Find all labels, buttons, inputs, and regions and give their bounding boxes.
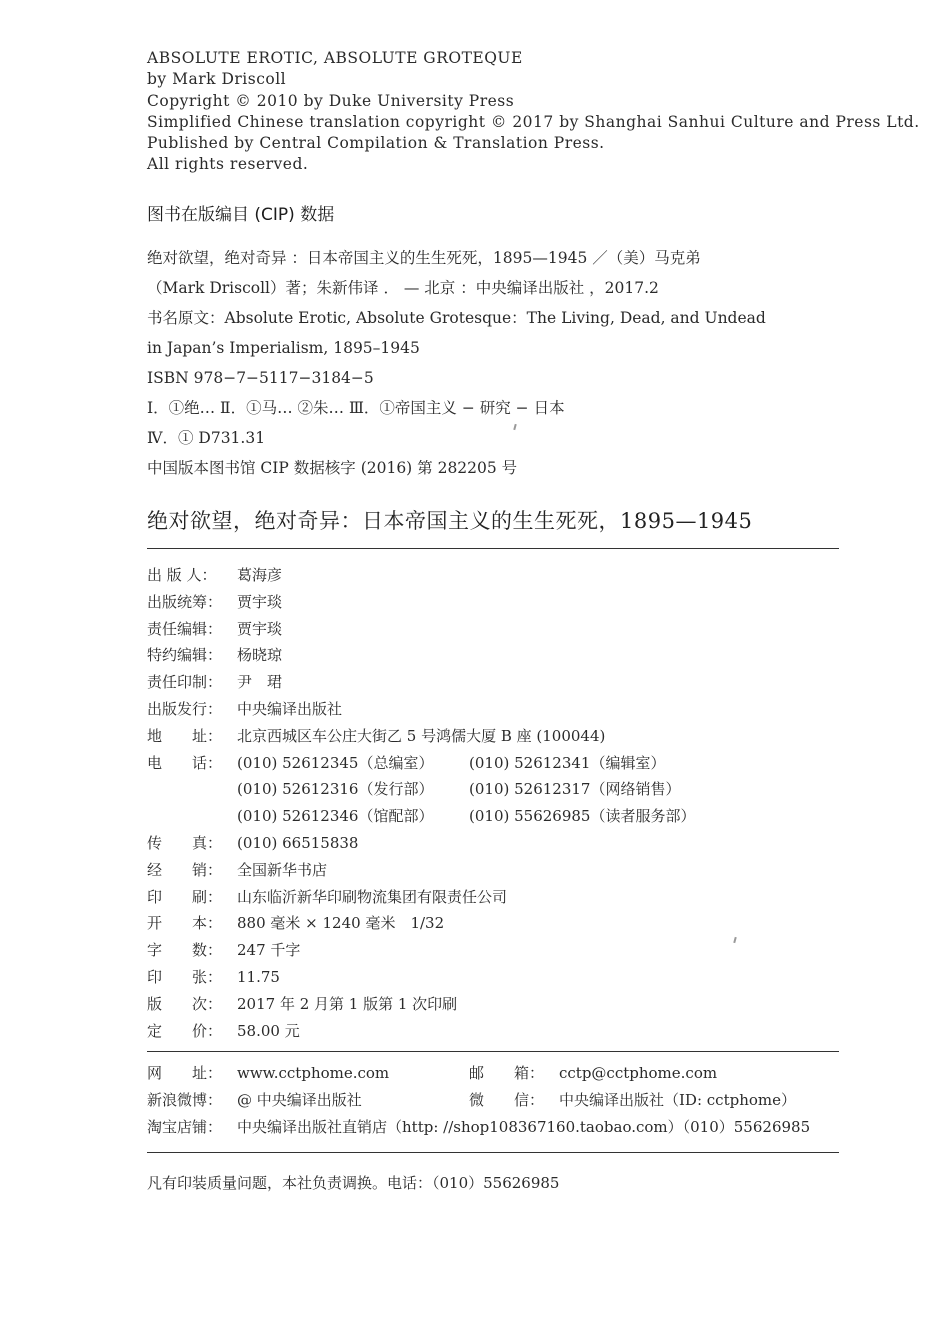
- info-label: 出 版 人：: [147, 566, 217, 584]
- contact-label: 新浪微博：: [147, 1090, 223, 1109]
- cip-block: [147, 243, 847, 483]
- info-row-sheets: [147, 964, 847, 991]
- original-author: by Mark Driscoll: [147, 70, 287, 89]
- contact-info: [147, 1060, 867, 1140]
- info-label: 特约编辑：: [147, 646, 223, 665]
- info-label: 电 话：: [147, 753, 223, 772]
- divider: [147, 548, 839, 549]
- info-value: 贾宇琰: [237, 592, 283, 611]
- divider: [147, 1152, 839, 1153]
- copyright-line: Copyright © 2010 by Duke University Press: [147, 91, 515, 110]
- info-row-coordinator: [147, 589, 847, 616]
- info-label: 出版发行：: [147, 699, 223, 718]
- info-row-printing-supervisor: [147, 669, 847, 696]
- website-value: www.cctphome.com: [237, 1064, 390, 1082]
- contact-row: [147, 1060, 867, 1087]
- info-row-publisher: [147, 562, 847, 589]
- info-value: 11.75: [237, 967, 280, 986]
- contact-label: 微 信：: [469, 1090, 545, 1109]
- phone-number: (010) 52612345（总编室）: [237, 753, 434, 772]
- info-value: 247 千字: [237, 941, 301, 960]
- contact-row: [147, 1087, 867, 1114]
- info-value: 北京西城区车公庄大街乙 5 号鸿儒大厦 B 座 (100044): [237, 726, 606, 745]
- info-label: 字 数：: [147, 941, 223, 960]
- info-row-printer: [147, 884, 847, 911]
- info-row-phone: [147, 776, 847, 803]
- info-row-editor: [147, 616, 847, 643]
- info-label: 出版统筹：: [147, 592, 223, 611]
- copyright-block: [147, 48, 927, 176]
- taobao-value: 中央编译出版社直销店（http: //shop108367160.taobao.com）（010）55626985: [237, 1117, 811, 1136]
- contact-label: 淘宝店铺：: [147, 1117, 223, 1136]
- phone-number: (010) 52612341（编辑室）: [469, 753, 666, 772]
- info-value: 尹 珺: [237, 673, 283, 692]
- info-label: 印 刷：: [147, 887, 223, 906]
- phone-number: (010) 55626985（读者服务部）: [469, 807, 696, 826]
- info-value: 中央编译出版社: [237, 699, 343, 718]
- info-label: 印 张：: [147, 967, 223, 986]
- email-value: cctp@cctphome.com: [559, 1064, 718, 1082]
- quality-notice: 凡有印装质量问题，本社负责调换。电话：（010）55626985: [147, 1174, 560, 1192]
- info-row-edition: [147, 991, 847, 1018]
- info-label: 开 本：: [147, 914, 223, 933]
- contact-row: [147, 1114, 867, 1141]
- cip-line: （Mark Driscoll）著；朱新伟译 ． — 北京 ：中央编译出版社 ，2017.2: [147, 279, 659, 297]
- book-title: 绝对欲望，绝对奇异：日本帝国主义的生生死死，1895—1945: [147, 509, 753, 533]
- info-value: 杨晓琼: [237, 646, 283, 665]
- info-label: 经 销：: [147, 860, 223, 879]
- info-value: 贾宇琰: [237, 619, 283, 638]
- info-row-address: [147, 723, 847, 750]
- published-by-line: Published by Central Compilation & Translation Press.: [147, 134, 605, 153]
- info-row-phone: [147, 803, 847, 830]
- info-value: 全国新华书店: [237, 860, 328, 879]
- info-row-seller: [147, 857, 847, 884]
- cip-line: 书名原文：Absolute Erotic, Absolute Grotesque：The Living, Dead, and Undead: [147, 309, 766, 327]
- publication-info: [147, 562, 847, 1044]
- phone-number: (010) 52612316（发行部）: [237, 780, 434, 799]
- info-row-distributor: [147, 696, 847, 723]
- info-label: 责任印制：: [147, 673, 223, 692]
- cip-isbn: ISBN 978−7−5117−3184−5: [147, 369, 374, 387]
- original-title: ABSOLUTE EROTIC, ABSOLUTE GROTEQUE: [147, 49, 523, 67]
- contact-label: 网 址：: [147, 1064, 223, 1082]
- info-row-price: [147, 1018, 847, 1045]
- info-label: 定 价：: [147, 1021, 223, 1040]
- phone-number: (010) 52612346（馆配部）: [237, 807, 434, 826]
- info-label: 责任编辑：: [147, 619, 223, 638]
- info-row-fax: [147, 830, 847, 857]
- info-value: 葛海彦: [237, 566, 283, 584]
- info-row-word-count: [147, 937, 847, 964]
- rights-reserved-line: All rights reserved.: [147, 155, 309, 174]
- divider: [147, 1051, 839, 1052]
- contact-label: 邮 箱：: [469, 1064, 545, 1082]
- info-value: (010) 66515838: [237, 833, 359, 852]
- info-value: 山东临沂新华印刷物流集团有限责任公司: [237, 887, 508, 906]
- cip-line: 绝对欲望，绝对奇异 ：日本帝国主义的生生死死，1895—1945 ／（美）马克弟: [147, 249, 701, 267]
- info-row-phone: [147, 750, 847, 777]
- info-row-special-editor: [147, 642, 847, 669]
- cip-heading: 图书在版编目 (CIP) 数据: [147, 205, 335, 225]
- translation-copyright-line: Simplified Chinese translation copyright © 2017 by Shanghai Sanhui Culture and Press Ltd.: [147, 112, 920, 131]
- info-label: 传 真：: [147, 833, 223, 852]
- info-value: 2017 年 2 月第 1 版第 1 次印刷: [237, 994, 458, 1013]
- weibo-value: @ 中央编译出版社: [237, 1090, 362, 1109]
- phone-number: (010) 52612317（网络销售）: [469, 780, 681, 799]
- info-label: 版 次：: [147, 994, 223, 1013]
- info-value: 880 毫米 × 1240 毫米 1/32: [237, 914, 445, 933]
- cip-line: in Japan’s Imperialism, 1895–1945: [147, 339, 420, 357]
- cip-subjects: Ⅰ．①绝… Ⅱ．①马… ②朱… Ⅲ．①帝国主义 − 研究 − 日本: [147, 399, 565, 417]
- info-label: 地 址：: [147, 726, 223, 745]
- info-value: 58.00 元: [237, 1021, 300, 1040]
- wechat-value: 中央编译出版社（ID: cctphome）: [559, 1090, 796, 1109]
- info-row-format: [147, 910, 847, 937]
- cip-classification: Ⅳ．① D731.31: [147, 429, 266, 447]
- cip-record-number: 中国版本图书馆 CIP 数据核字 (2016) 第 282205 号: [147, 459, 518, 477]
